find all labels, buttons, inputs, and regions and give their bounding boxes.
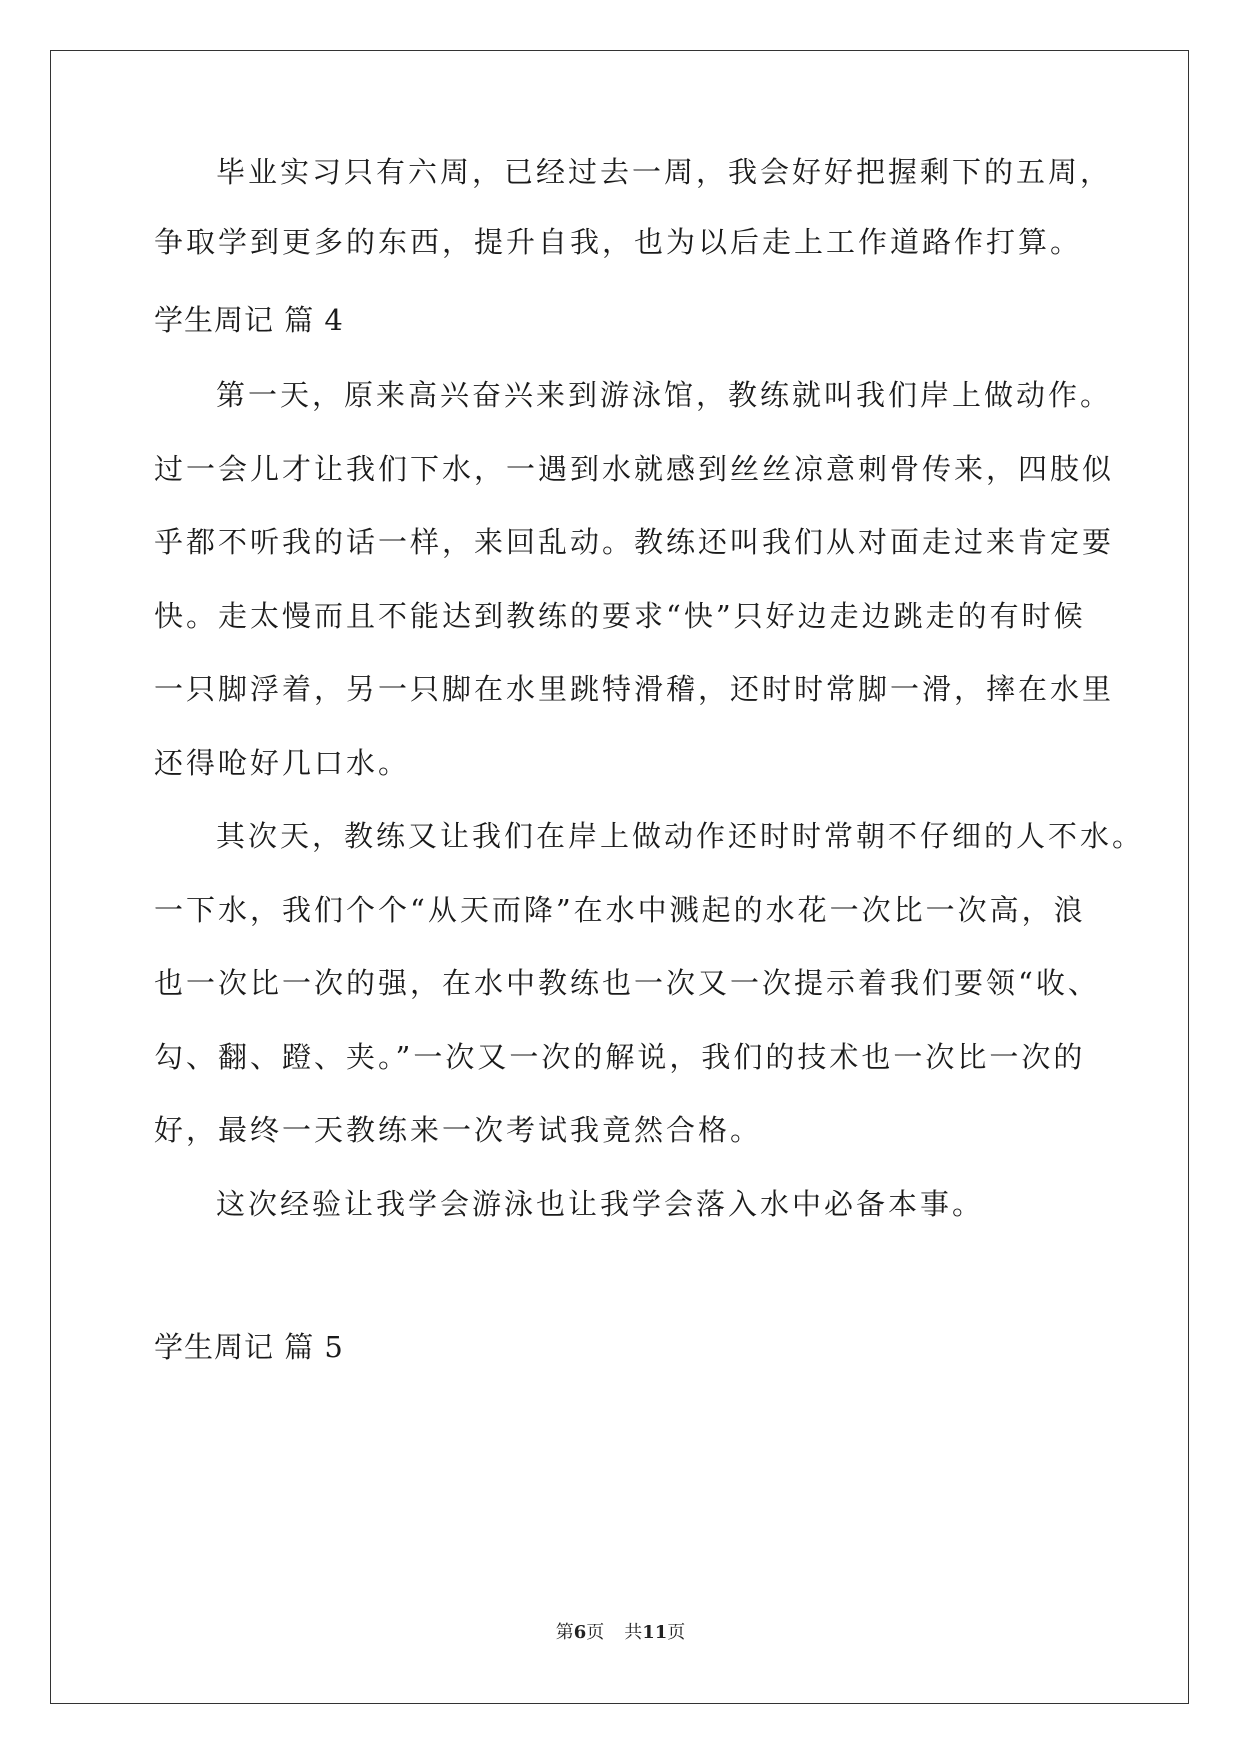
paragraph-line: 过一会儿才让我们下水，一遇到水就感到丝丝凉意刺骨传来，四肢似 — [154, 452, 1115, 486]
footer-page-unit: 页 — [586, 1622, 605, 1643]
paragraph-line: 其次天，教练又让我们在岸上做动作还时时常朝不仔细的人不水。 — [216, 819, 1145, 853]
paragraph-line: 毕业实习只有六周，已经过去一周，我会好好把握剩下的五周， — [216, 155, 1113, 189]
footer-total-prefix: 共 — [624, 1622, 643, 1643]
section-heading-5: 学生周记 篇 5 — [154, 1330, 344, 1364]
section-heading-4: 学生周记 篇 4 — [154, 303, 344, 337]
paragraph-line: 快。走太慢而且不能达到教练的要求“快”只好边走边跳走的有时候 — [154, 599, 1086, 633]
paragraph-line: 也一次比一次的强，在水中教练也一次又一次提示着我们要领“收、 — [154, 966, 1100, 1000]
paragraph-line: 第一天，原来高兴奋兴来到游泳馆，教练就叫我们岸上做动作。 — [216, 378, 1113, 412]
paragraph-line: 一下水，我们个个“从天而降”在水中溅起的水花一次比一次高，浪 — [154, 893, 1086, 927]
paragraph-line: 好，最终一天教练来一次考试我竟然合格。 — [154, 1113, 763, 1147]
paragraph-line: 勾、翻、蹬、夹。”一次又一次的解说，我们的技术也一次比一次的 — [154, 1040, 1086, 1074]
footer-page-current: 6 — [573, 1622, 587, 1643]
page-footer — [0, 1621, 1241, 1645]
paragraph-line: 一只脚浮着，另一只脚在水里跳特滑稽，还时时常脚一滑，摔在水里 — [154, 672, 1115, 706]
paragraph-line: 乎都不听我的话一样，来回乱动。教练还叫我们从对面走过来肯定要 — [154, 525, 1115, 559]
footer-page-total: 11 — [642, 1622, 668, 1643]
paragraph-line: 这次经验让我学会游泳也让我学会落入水中必备本事。 — [216, 1187, 985, 1221]
page-frame — [50, 50, 1189, 1704]
footer-total-unit: 页 — [667, 1622, 686, 1643]
footer-page-prefix: 第 — [555, 1622, 574, 1643]
paragraph-line: 争取学到更多的东西，提升自我，也为以后走上工作道路作打算。 — [154, 225, 1083, 259]
paragraph-line: 还得呛好几口水。 — [154, 746, 411, 780]
